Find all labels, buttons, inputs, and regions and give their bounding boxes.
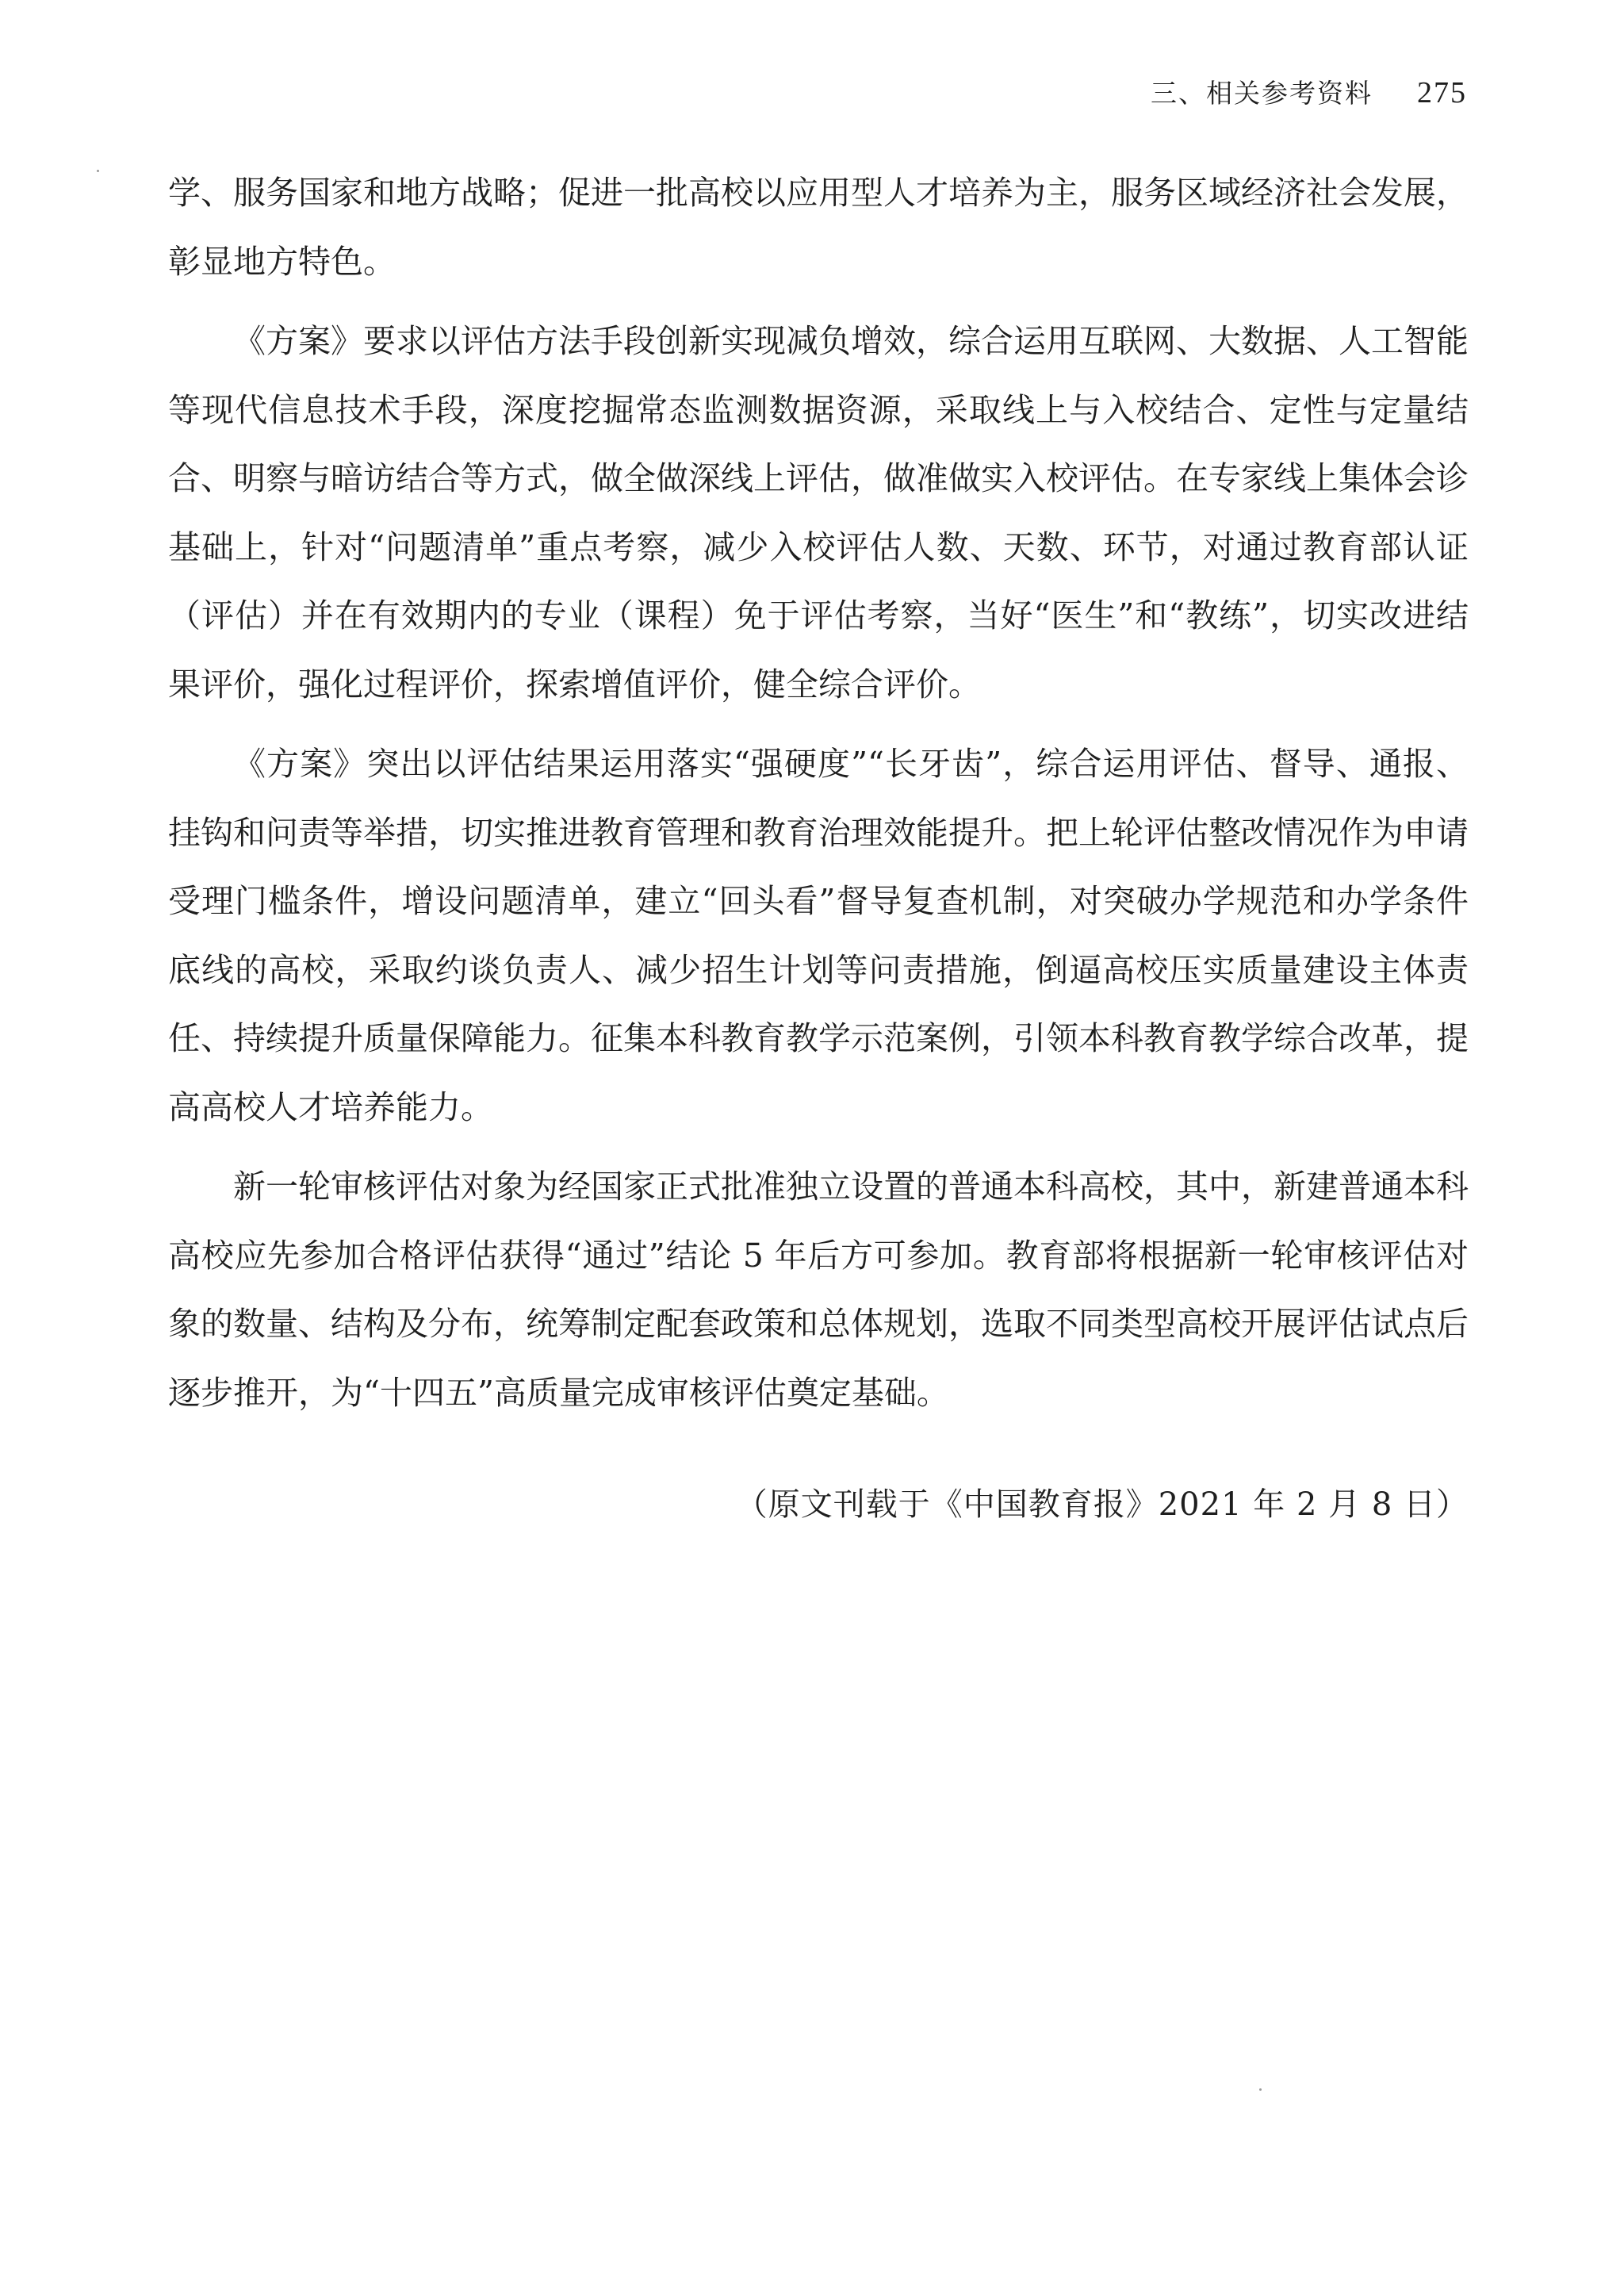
paragraph-assessment-methods: 《方案》要求以评估方法手段创新实现减负增效，综合运用互联网、大数据、人工智能等现代信息技术手段，深度挖掘常态监测数据资源，采取线上与入校结合、定性与定量结合、明察与暗访结合等方式，做全做深线上评估，做准做实入校评估。在专家线上集体会诊基础上，针对“问题清单”重点考察，减少入校评估人数、天数、环节，对通过教育部认证（评估）并在有效期内的专业（课程）免于评估考察，当好“医生”和“教练”，切实改进结果评价，强化过程评价，探索增值评价，健全综合评价。 [168,322,1469,704]
page-number: 275 [1417,76,1467,109]
scan-speck [1259,2088,1262,2091]
source-note: （原文刊载于《中国教育报》2021 年 2 月 8 日） [735,1486,1469,1523]
paragraph-continuation: 学、服务国家和地方战略；促进一批高校以应用型人才培养为主，服务区域经济社会发展，彰显地方特色。 [168,174,1469,281]
paragraph-assessment-results: 《方案》突出以评估结果运用落实“强硬度”“长牙齿”，综合运用评估、督导、通报、挂钩和问责等举措，切实推进教育管理和教育治理效能提升。把上轮评估整改情况作为申请受理门槛条件，增设问题清单，建立“回头看”督导复查机制，对突破办学规范和办学条件底线的高校，采取约谈负责人、减少招生计划等问责措施，倒逼高校压实质量建设主体责任、持续提升质量保障能力。征集本科教育教学示范案例，引领本科教育教学综合改革，提高高校人才培养能力。 [168,745,1469,1126]
paragraph-assessment-targets: 新一轮审核评估对象为经国家正式批准独立设置的普通本科高校，其中，新建普通本科高校应先参加合格评估获得“通过”结论 5 年后方可参加。教育部将根据新一轮审核评估对象的数量、结构及分布，统筹制定配套政策和总体规划，选取不同类型高校开展评估试点后逐步推开，为“十四五”高质量完成审核评估奠定基础。 [168,1168,1469,1412]
scan-speck [97,170,99,172]
header-section-title: 三、相关参考资料 [1151,78,1373,109]
running-header [1151,73,1467,110]
body-text [168,159,1469,1427]
